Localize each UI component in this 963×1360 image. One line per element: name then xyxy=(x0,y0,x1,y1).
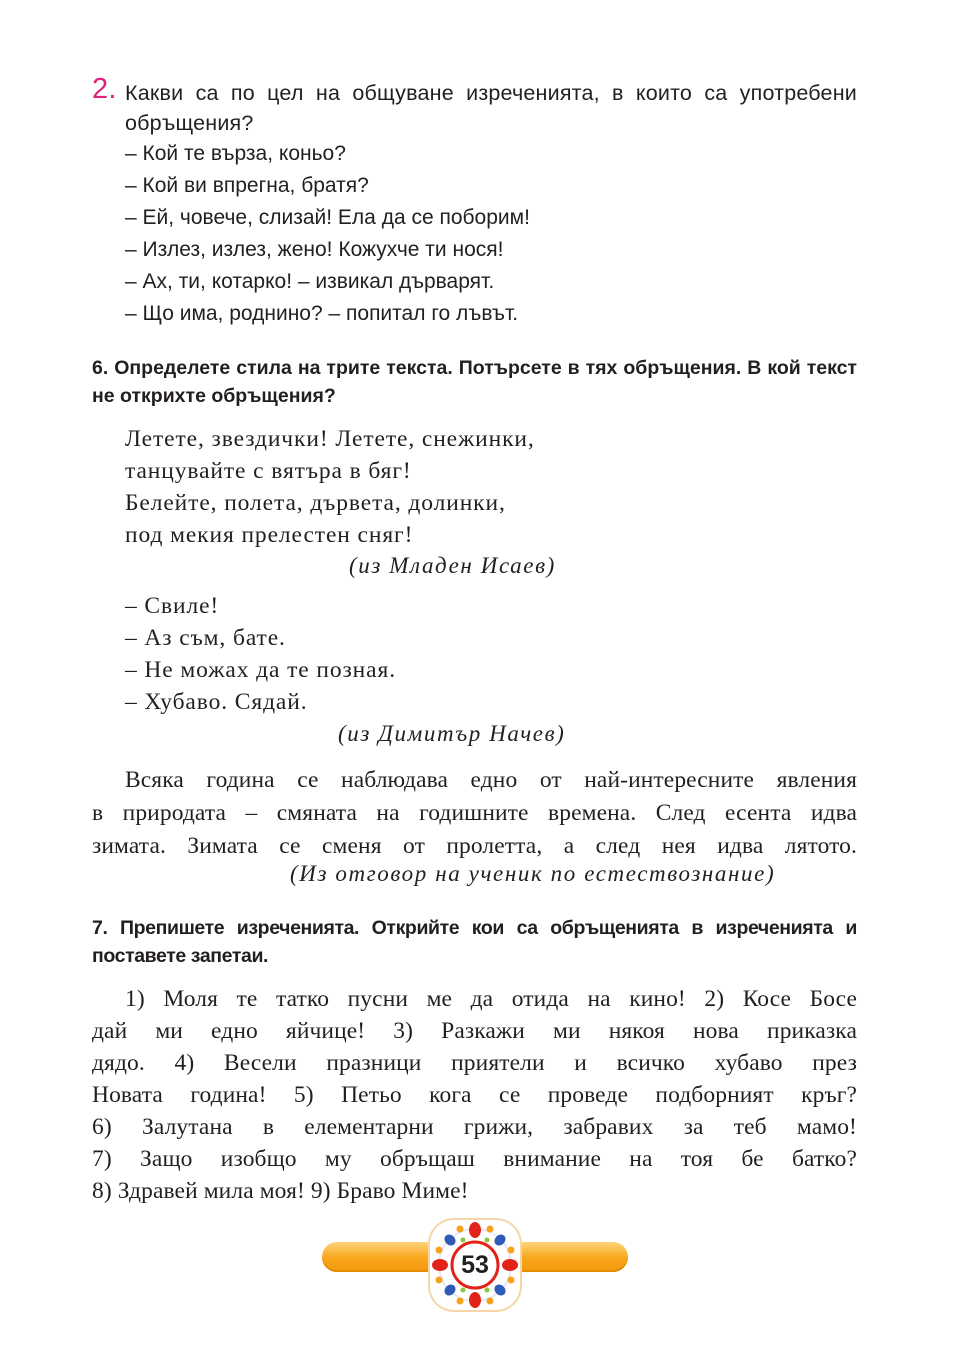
poem-attribution: (из Младен Исаев) xyxy=(349,553,556,578)
dialog-excerpt xyxy=(125,590,855,718)
task-7-sentences xyxy=(92,983,857,1207)
example-line: – Ах, ти, котарко! – извикал дърварят. xyxy=(125,270,495,293)
sentence-line: 7) Защо изобщо му обръщаш внимание на тоя бе батко? xyxy=(92,1146,857,1172)
poem-line: Летете, звездички! Летете, снежинки, xyxy=(125,426,535,452)
prose-excerpt xyxy=(92,764,857,863)
page-number: 53 xyxy=(455,1245,495,1285)
poem-excerpt xyxy=(125,423,855,551)
poem-line: танцувайте с вятъра в бяг! xyxy=(125,458,412,484)
prose-line: в природата – смяната на годишните времена. След есента идва xyxy=(92,800,857,826)
sentence-line: Новата година! 5) Петьо кога се проведе подборният кръг? xyxy=(92,1082,857,1108)
example-line: – Що има, роднино? – попитал го лъвът. xyxy=(125,302,519,325)
example-line: – Кой ви впрегна, братя? xyxy=(125,174,369,197)
task-2-number: 2. xyxy=(92,73,117,105)
task-7-heading: 7. Препишете изреченията. Открийте кои са обръщенията в изреченията и поставете запетаи. xyxy=(92,917,857,967)
poem-line: Белейте, полета, дървета, долинки, xyxy=(125,490,506,516)
task-6-heading: 6. Определете стила на трите текста. Потърсете в тях обръщения. В кой текст не открихте обръщения? xyxy=(92,357,857,407)
sentence-line: дай ми едно яйчице! 3) Разкажи ми някоя нова приказка xyxy=(92,1018,857,1044)
sentence-line: 6) Залутана в елементарни грижи, забравих за теб мамо! xyxy=(92,1114,857,1140)
poem-line: под мекия прелестен сняг! xyxy=(125,522,414,548)
dialog-attribution: (из Димитър Начев) xyxy=(338,721,566,746)
task-2-question-text: Какви са по цел на общуване изреченията, в които са употребени обръщения? xyxy=(125,81,857,135)
footer-bar-left xyxy=(322,1242,440,1272)
dialog-line: – Не можах да те позная. xyxy=(125,657,396,683)
sentence-line: 8) Здравей мила моя! 9) Браво Миме! xyxy=(92,1178,469,1204)
dialog-line: – Аз съм, бате. xyxy=(125,625,286,651)
prose-line: зимата. Зимата се сменя от пролетта, а след нея идва лятото. xyxy=(92,833,857,859)
page-footer xyxy=(322,1220,628,1310)
page-number-badge xyxy=(430,1220,520,1310)
sentence-line: 1) Моля те татко пусни ме да отида на кино! 2) Косе Босе xyxy=(125,986,857,1012)
prose-attribution: (Из отговор на ученик по естествознание) xyxy=(290,861,776,886)
dialog-line: – Хубаво. Сядай. xyxy=(125,689,308,715)
task-2 xyxy=(92,73,857,330)
task-2-question xyxy=(92,73,857,138)
sentence-line: дядо. 4) Весели празници приятели и всичко хубаво през xyxy=(92,1050,857,1076)
example-line: – Ей, човече, слизай! Ела да се поборим! xyxy=(125,206,530,229)
dialog-line: – Свиле! xyxy=(125,593,220,619)
prose-line: Всяка година се наблюдава едно от най-интересните явления xyxy=(125,767,857,793)
task-2-examples xyxy=(92,138,857,330)
example-line: – Излез, излез, жено! Кожухче ти нося! xyxy=(125,238,504,261)
example-line: – Кой те върза, коньо? xyxy=(125,142,346,165)
footer-bar-right xyxy=(510,1242,628,1272)
